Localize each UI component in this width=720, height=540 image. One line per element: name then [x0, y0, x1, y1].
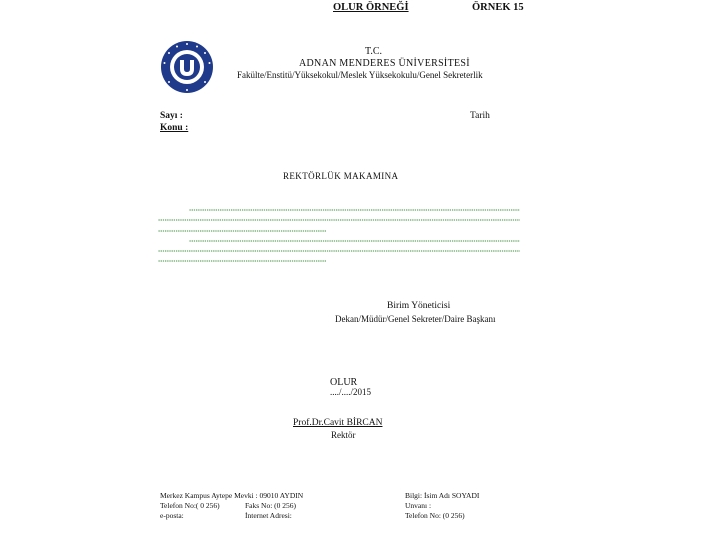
- university-name: ADNAN MENDERES ÜNİVERSİTESİ: [299, 58, 470, 69]
- footer-info-phone: Telefon No: (0 256): [405, 511, 465, 520]
- footer-web: İnternet Adresi:: [245, 511, 292, 520]
- footer-fax: Faks No: (0 256): [245, 501, 297, 510]
- sayi-label: Sayı :: [160, 111, 183, 121]
- body-line: [158, 250, 520, 252]
- approval-date: ..../..../2015: [330, 387, 372, 397]
- body-line: [158, 219, 520, 221]
- signatory-title: Dekan/Müdür/Genel Sekreter/Daire Başkanı: [335, 314, 496, 324]
- tc-label: T.C.: [365, 46, 383, 57]
- approval-olur: OLUR: [330, 377, 358, 388]
- addressee: REKTÖRLÜK MAKAMINA: [283, 171, 399, 181]
- footer-unvan: Unvanı :: [405, 501, 432, 510]
- footer-phone: Telefon No:( 0 256): [160, 501, 220, 510]
- tarih-label: Tarih: [470, 111, 490, 121]
- body-line: [189, 240, 520, 242]
- footer-email: e-posta:: [160, 511, 184, 520]
- body-line: [158, 230, 326, 232]
- konu-label: Konu :: [160, 123, 189, 133]
- sample-title: OLUR ÖRNEĞİ: [333, 2, 409, 13]
- footer-address: Merkez Kampus Aytepe Mevki : 09010 AYDIN: [160, 491, 304, 500]
- rector-title: Rektör: [331, 430, 356, 440]
- university-logo-icon: [160, 40, 214, 94]
- footer-info: Bilgi: İsim Adı SOYADI: [405, 491, 480, 500]
- signatory-name: Birim Yöneticisi: [387, 301, 451, 311]
- body-line: [189, 209, 520, 211]
- unit-name: Fakülte/Enstitü/Yüksekokul/Meslek Yüksekokulu/Genel Sekreterlik: [237, 70, 483, 80]
- rector-name: Prof.Dr.Cavit BİRCAN: [293, 418, 383, 428]
- body-line: [158, 260, 326, 262]
- sample-number: ÖRNEK 15: [472, 2, 524, 13]
